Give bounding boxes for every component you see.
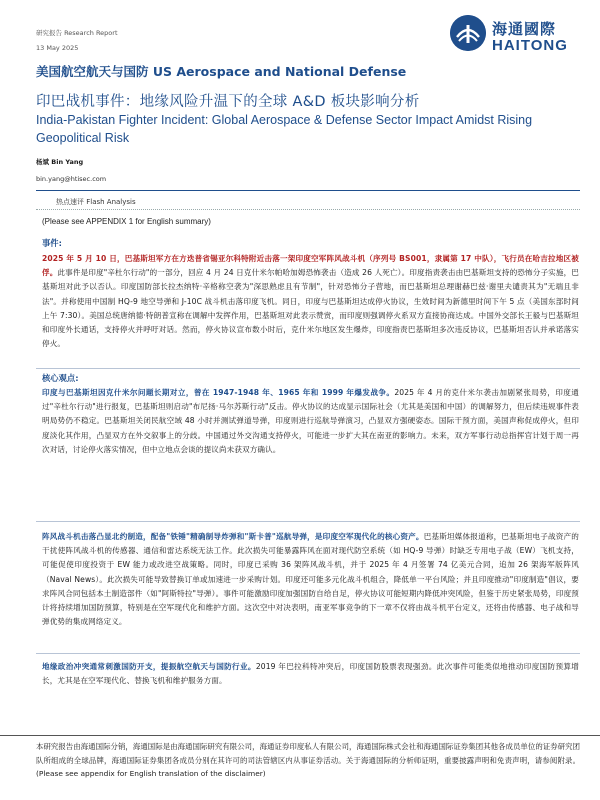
event-highlight: 2025 年 5 月 10 日，巴基斯坦军方在方迭普省锡亚尔科特附近击落一架印度空军阵风战斗机（序列号 BS001，隶属第 17 中队），飞行员在哈吉拉地区被俘。 [42, 254, 579, 278]
view-paragraph-1 [42, 386, 579, 457]
logo-text-cn: 海通國際 [492, 20, 557, 38]
header-divider [36, 190, 580, 191]
view-2-highlight: 阵风战斗机击落凸显北约制造，配备"铁锤"精确制导炸弹和"斯卡普"巡航导弹，是印度空军现代化的核心资产。 [42, 532, 424, 541]
report-type-label: 研究报告 Research Report [36, 29, 118, 37]
view-paragraph-3 [42, 660, 579, 688]
footer-divider [0, 735, 600, 736]
haitong-logo [450, 12, 570, 60]
view-3-highlight: 地缘政治冲突通常刺激国防开支，提振航空航天与国防行业。 [42, 662, 256, 671]
flash-analysis-label: 热点速评 Flash Analysis [56, 198, 136, 206]
view-2-body: 巴基斯坦媒体报道称，巴基斯坦电子战资产的干扰使阵风战斗机的传感器、通信和雷达系统无法工作。此次损失可能暴露阵风在面对现代防空系统（如 HQ-9 导弹）时缺乏专用电子战（EW）飞机支持，可能促使印度投资于 EW 能力或改进空战策略。同时，印度已采购 36 架阵风战斗机，并于 2025 年 4 月签署 74 亿美元合同，追加 26 架海军版阵风（Naval News）。此次损失可能导致替换订单或加速进一步采购计划。印度还可能多元化战斗机组合，降低单一平台风险；并且印度推动"印度制造"倡议，要求阵风合同包括本土制造部件（如"阿斯特拉"导弹）。事件可能激励印度加强国防自给自足，停火协议可能短期内降低冲突风险，但鉴于历史紧张局势，印度预计将持续增加国防预算，特别是在空军现代化和维护方面。这次空中对决表明，南亚军事竞争的下一章不仅将由战斗机平台定义，还将由传感器、电子战和导弹优势的集成网络定义。 [42, 532, 579, 627]
report-title-cn: 印巴战机事件：地缘风险升温下的全球 A&D 板块影响分析 [36, 94, 420, 110]
view-1-highlight: 印度与巴基斯坦因克什米尔问题长期对立，曾在 1947-1948 年、1965 年和 1999 年爆发战争。 [42, 388, 395, 397]
section-rule [36, 653, 580, 654]
sector-title: 美国航空航天与国防 US Aerospace and National Defense [36, 64, 407, 79]
view-1-body: 2025 年 4 月的克什米尔袭击加剧紧张局势，印度通过"辛杜尔行动"进行报复，巴基斯坦则启动"布尼扬·马尔苏斯行动"反击。停火协议的达成显示国际社会（尤其是美国和中国）的调解努力，但后续违规事件表明局势仍不稳定。巴基斯坦关闭民航空域 48 小时并测试弹道导弹，印度则进行巡航导弹演习，凸显双方强硬姿态。国际干预方面，美国声称促成停火，但印度淡化其作用，凸显双方在外交叙事上的分歧。中国通过外交沟通支持停火，可能进一步扩大其在南亚的影响力。未来，双方军事行动总指挥官计划于周一再次对话，讨论停火落实情况，但中立地点会谈的提议尚未获双方确认。 [42, 388, 579, 454]
report-date: 13 May 2025 [36, 44, 79, 52]
core-views-heading: 核心观点: [42, 373, 79, 383]
logo-text-en: HAITONG [492, 37, 568, 54]
flash-divider [36, 209, 580, 210]
view-paragraph-2 [42, 530, 579, 629]
view-3-body: 2019 年巴拉科特冲突后，印度国防股票表现强劲。此次事件可能类似地推动印度国防预算增长，尤其是在空军现代化、替换飞机和维护服务方面。 [42, 662, 579, 686]
event-heading: 事件: [42, 238, 62, 248]
analyst-name: 杨斌 Bin Yang [36, 158, 84, 166]
haitong-logo-icon [450, 15, 486, 51]
event-body: 此事件是印度"辛杜尔行动"的一部分，回应 4 月 24 日克什米尔帕哈加姆恐怖袭击（造成 26 人死亡）。印度指责袭击由巴基斯坦支持的恐怖分子实施，巴基斯坦对此予以否认。印度国防部长拉杰纳特·辛格称空袭为"深思熟虑且有节制"，针对恐怖分子营地，而巴基斯坦总理谢赫巴兹·谢里夫谴责其为"无端且非法"。并称使用中国制 HQ-9 地空导弹和 J-10C 战斗机击落印度飞机。同日，印度与巴基斯坦达成停火协议，生效时间为新德里时间下午 5 点（美国东部时间上午 7:30）。美国总统唐纳德·特朗普宣称在调解中发挥作用，巴基斯坦对此表示赞赏，而印度则强调停火系双方直接协商达成。中国外交部长王毅与巴基斯坦和印度外长通话，支持停火并呼吁对话。然而，停火协议宣布数小时后，克什米尔地区发生爆炸，印度指责巴基斯坦多次违反协议，巴基斯坦否认并承诺落实停火。 [42, 268, 579, 349]
section-rule [36, 521, 580, 522]
analyst-email[interactable]: bin.yang@htisec.com [36, 175, 107, 183]
section-rule [36, 368, 580, 369]
appendix-note: (Please see APPENDIX 1 for English summary) [42, 217, 211, 226]
event-paragraph [42, 252, 579, 351]
disclaimer-footer: 本研究报告由海通国际分销，海通国际是由海通国际研究有限公司，海通证券印度私人有限公司，海通国际株式会社和海通国际证券集团其他各成员单位的证券研究团队所组成的全球品牌，海通国际证券集团各成员分别在其许可的司法管辖区内从事证券活动。关于海通国际的分析师证明，重要披露声明和免责声明，请参阅附录。(Please see appendix for English translation of the disclaimer) [36, 742, 580, 778]
report-title-en: India-Pakistan Fighter Incident: Global Aerospace & Defense Sector Impact Amidst Rising Geopolitical Risk [36, 113, 533, 145]
